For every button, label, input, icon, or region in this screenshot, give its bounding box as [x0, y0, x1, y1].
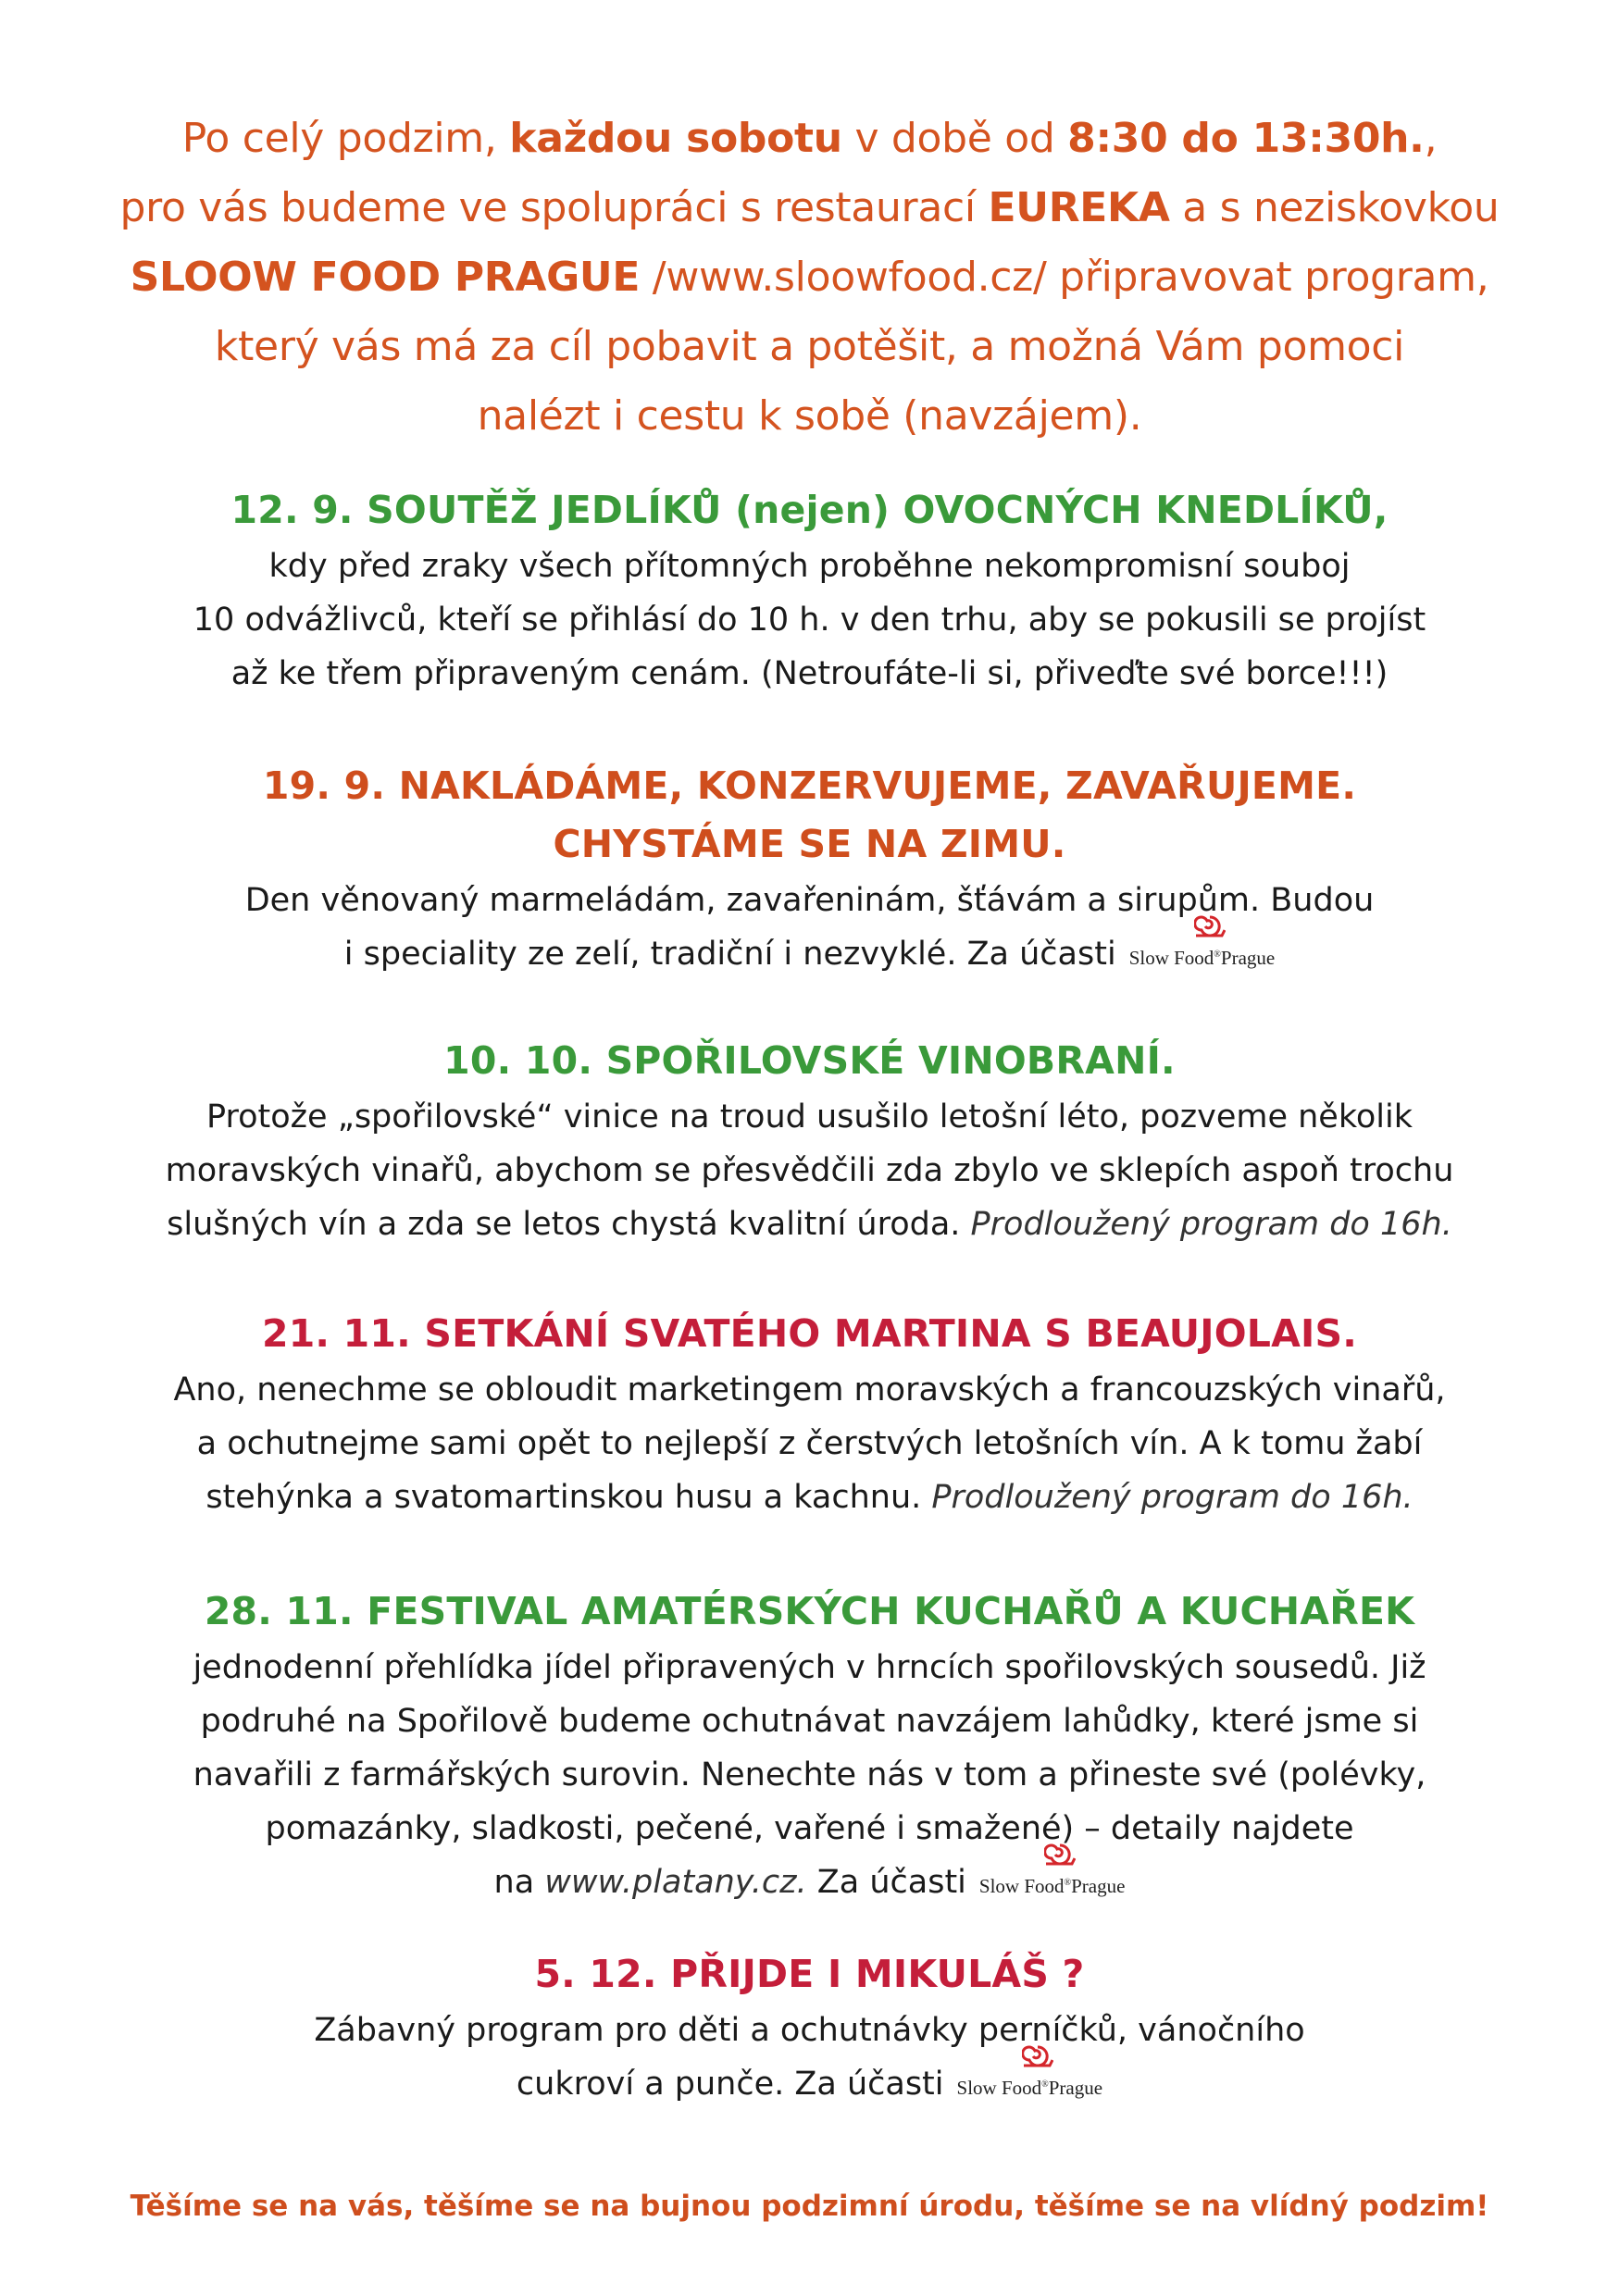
intro-paragraph: [37, 104, 1582, 451]
event-soutez-jedliku: [37, 481, 1582, 701]
event-line: i speciality ze zelí, tradiční i nezvyklé. Za účasti Slow Food®Prague: [37, 927, 1582, 981]
platany-link[interactable]: www.platany.cz.: [544, 1864, 807, 1901]
event-heading: 21. 11. SETKÁNÍ SVATÉHO MARTINA S BEAUJOLAIS.: [261, 1311, 1358, 1356]
event-heading: 10. 10. SPOŘILOVSKÉ VINOBRANÍ.: [443, 1038, 1176, 1083]
event-heading: 5. 12. PŘIJDE I MIKULÁŠ ?: [534, 1952, 1085, 1996]
event-heading: CHYSTÁME SE NA ZIMU.: [553, 822, 1066, 866]
event-line: kdy před zraky všech přítomných proběhne nekompromisní souboj: [268, 548, 1351, 585]
event-line: na www.platany.cz. Za účasti Slow Food®Prague: [37, 1855, 1582, 1909]
intro-line: nalézt i cestu k sobě (navzájem).: [477, 392, 1142, 440]
event-line: Den věnovaný marmeládám, zavařeninám, šťávám a sirupům. Budou: [244, 882, 1375, 919]
event-line: Zábavný program pro děti a ochutnávky perníčků, vánočního: [314, 2012, 1305, 2049]
intro-line: který vás má za cíl pobavit a potěšit, a možná Vám pomoci: [214, 323, 1405, 370]
event-svaty-martin: [37, 1305, 1582, 1524]
event-line: navařili z farmářských surovin. Nenechte nás v tom a přineste své (polévky,: [193, 1756, 1426, 1793]
intro-line: SLOOW FOOD PRAGUE /www.sloowfood.cz/ připravovat program,: [130, 254, 1489, 301]
event-line: Ano, nenechme se obloudit marketingem moravských a francouzských vinařů,: [173, 1371, 1446, 1409]
closing-line: Těšíme se na vás, těšíme se na bujnou podzimní úrodu, těšíme se na vlídný podzim!: [130, 2190, 1489, 2223]
event-line: a ochutnejme sami opět to nejlepší z čerstvých letošních vín. A k tomu žabí: [196, 1425, 1423, 1462]
event-line: podruhé na Spořilově budeme ochutnávat navzájem lahůdky, které jsme si: [200, 1703, 1419, 1740]
event-festival-kucharu: [37, 1582, 1582, 1909]
event-line: cukroví a punče. Za účasti Slow Food®Prague: [37, 2057, 1582, 2111]
event-line: jednodenní přehlídka jídel připravených v hrncích spořilovských sousedů. Již: [193, 1649, 1426, 1686]
event-mikulas: [37, 1945, 1582, 2111]
slow-food-logo: Slow Food®Prague: [979, 1873, 1126, 1896]
event-line: 10 odvážlivců, kteří se přihlásí do 10 h. v den trhu, aby se pokusili se projíst: [193, 602, 1426, 639]
event-vinobrani: [37, 1032, 1582, 1251]
event-line: moravských vinařů, abychom se přesvědčili zda zbylo ve sklepích aspoň trochu: [165, 1152, 1454, 1189]
event-line: pomazánky, sladkosti, pečené, vařené i smažené) – detaily najdete: [265, 1810, 1354, 1847]
intro-line: pro vás budeme ve spolupráci s restaurací EUREKA a s neziskovkou: [119, 184, 1500, 231]
event-heading: 12. 9. SOUTĚŽ JEDLÍKŮ (nejen) OVOCNÝCH KNEDLÍKŮ,: [230, 488, 1389, 532]
event-heading: 28. 11. FESTIVAL AMATÉRSKÝCH KUCHAŘŮ A KUCHAŘEK: [204, 1589, 1415, 1633]
intro-line: Po celý podzim, každou sobotu v době od 8:30 do 13:30h.,: [181, 115, 1438, 162]
slow-food-logo: Slow Food®Prague: [1129, 945, 1276, 968]
event-line: Protože „spořilovské“ vinice na troud usušilo letošní léto, pozveme několik: [206, 1098, 1413, 1136]
snail-icon: [1022, 2043, 1053, 2069]
event-nakladame: [37, 757, 1582, 981]
snail-icon: [1044, 1842, 1076, 1868]
event-line: slušných vín a zda se letos chystá kvalitní úroda. Prodloužený program do 16h.: [167, 1206, 1452, 1243]
event-heading: 19. 9. NAKLÁDÁME, KONZERVUJEME, ZAVAŘUJEME.: [262, 763, 1357, 808]
snail-icon: [1194, 913, 1226, 939]
event-line: stehýnka a svatomartinskou husu a kachnu. Prodloužený program do 16h.: [205, 1479, 1414, 1516]
event-line: až ke třem připraveným cenám. (Netroufáte-li si, přiveďte své borce!!!): [230, 655, 1389, 692]
slow-food-logo: Slow Food®Prague: [957, 2075, 1103, 2098]
